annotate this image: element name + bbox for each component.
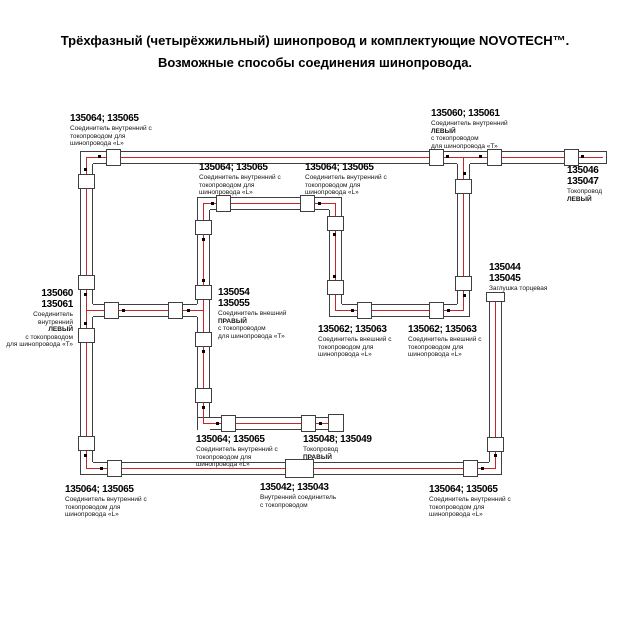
junction-dot [446,155,449,158]
junction-dot [84,168,87,171]
page-title [0,30,630,74]
feed-end-box [328,414,344,432]
connector-box [78,174,95,189]
connector-box [463,460,478,477]
junction-dot [494,454,497,457]
connector-box [195,388,212,403]
connector-box [357,302,372,319]
connector-box [78,436,95,451]
end-cap [486,292,505,302]
connector-box [195,220,212,235]
connector-box [221,415,236,432]
connector-box [455,276,472,291]
junction-cover [198,418,210,430]
connector-box [78,275,95,290]
junction-dot [463,294,466,297]
connector-box [195,285,212,300]
connector-box [327,280,344,295]
junction-dot [211,202,214,205]
connector-box [455,179,472,194]
label-bottom-left-connector: 135064; 135065 Соединитель внутренний с токопроводом для шинопровода «L» [65,484,147,518]
junction-dot [447,309,450,312]
connector-box [195,332,212,347]
label-bottom-straight-connector: 135042; 135043 Внутренний соединитель с токопроводом [260,482,337,509]
junction-dot [202,350,205,353]
connector-box [487,437,504,452]
connector-box [429,149,444,166]
junction-dot [100,467,103,470]
junction-dot [84,454,87,457]
junction-dot [202,406,205,409]
connector-box [216,195,231,212]
label-feed-left: 135046 135047 Токопровод ЛЕВЫЙ [567,165,603,203]
connector-box [429,302,444,319]
junction-dot [202,238,205,241]
junction-dot [351,309,354,312]
junction-cover [81,152,93,164]
label-inner-top-left-connector: 135064; 135065 Соединитель внутренний с токопроводом для шинопровода «L» [199,162,281,196]
connector-box [104,302,119,319]
connector-box [168,302,183,319]
junction-dot [333,275,336,278]
connector-box [564,149,579,166]
junction-dot [319,422,322,425]
label-inner-bottom-left-connector: 135064; 135065 Соединитель внутренний с токопроводом для шинопровода «L» [196,434,278,468]
conductor-left [86,157,87,469]
connector-box [487,149,502,166]
title-line-2: Возможные способы соединения шинопровода. [157,55,473,70]
connector-box [327,216,344,231]
junction-dot [216,422,219,425]
junction-dot [98,155,101,158]
label-left-tee-connector: 135060 135061 Соединитель внутренний ЛЕВЫЙ с токопроводом для шинопровода «Т» [6,288,73,348]
label-inner-top-right-connector: 135064; 135065 Соединитель внутренний с токопроводом для шинопровода «L» [305,162,387,196]
junction-dot [202,279,205,282]
junction-dot [581,155,584,158]
conductor-top [86,157,603,158]
title-line-1: Трёхфазный (четырёхжильный) шинопровод и комплектующие NOVOTECH™. [60,33,570,48]
junction-dot [122,309,125,312]
label-bottom-right-connector: 135064; 135065 Соединитель внутренний с токопроводом для шинопровода «L» [429,484,511,518]
junction-dot [318,202,321,205]
label-feed-right: 135048; 135049 Токопровод ПРАВЫЙ [303,434,372,461]
connector-box [300,195,315,212]
connector-box [106,149,121,166]
label-top-tee-connector: 135060; 135061 Соединитель внутренний ЛЕВЫЙ с токопроводом для шинопровода «Т» [431,108,508,150]
junction-dot [481,467,484,470]
junction-dot [84,293,87,296]
junction-dot [187,309,190,312]
junction-dot [84,322,87,325]
connector-box [78,328,95,343]
label-external-corner-left: 135062; 135063 Соединитель внешний с токопроводом для шинопровода «L» [318,324,392,358]
label-top-left-connector: 135064; 135065 Соединитель внутренний с токопроводом для шинопровода «L» [70,113,152,147]
label-end-cap: 135044 135045 Заглушка торцевая [489,262,548,292]
connector-box [301,415,316,432]
junction-dot [463,172,466,175]
connector-box [107,460,122,477]
junction-cover [198,198,210,210]
straight-connector-box [285,459,314,478]
label-external-corner-right: 135062; 135063 Соединитель внешний с токопроводом для шинопровода «L» [408,324,482,358]
junction-dot [479,155,482,158]
junction-dot [333,233,336,236]
label-center-tee-connector: 135054 135055 Соединитель внешний ПРАВЫЙ с токопроводом для шинопровода «Т» [218,287,287,340]
